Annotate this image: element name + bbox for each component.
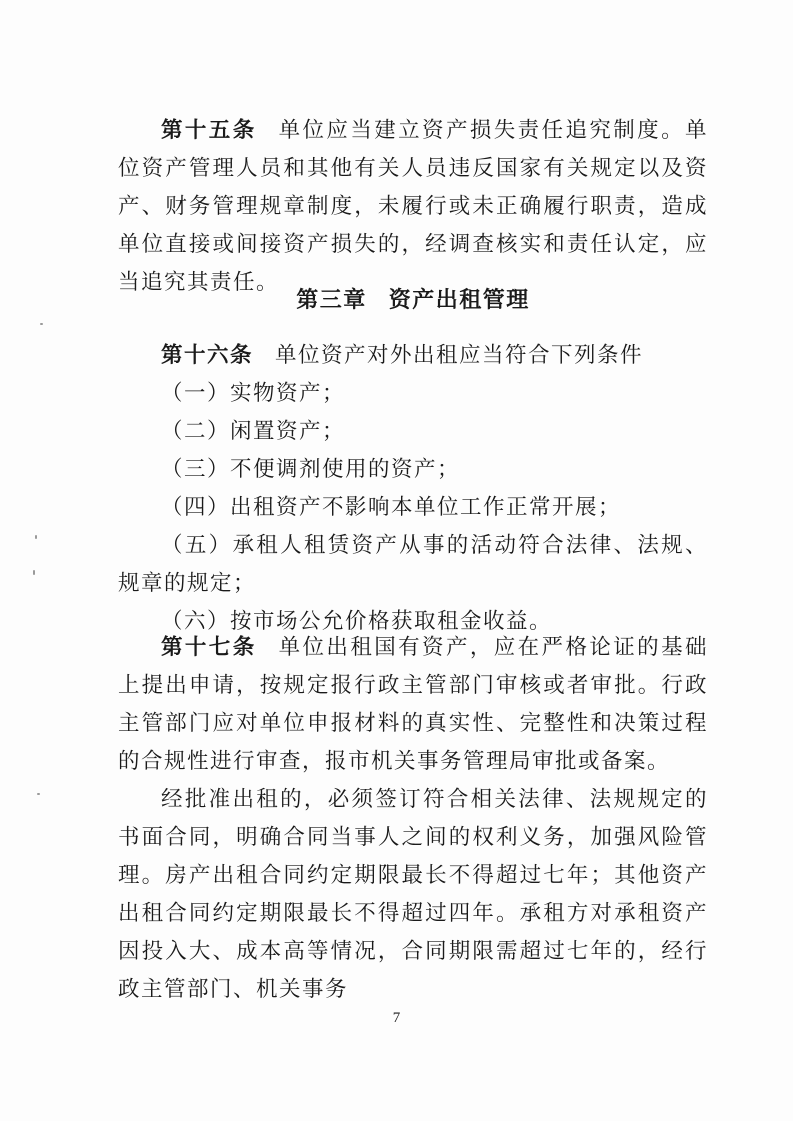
list-item: （一）实物资产； [161, 381, 346, 406]
scan-speck [40, 323, 43, 325]
article-17 [118, 629, 708, 1009]
list-item: （二）闲置资产； [161, 419, 346, 444]
scan-speck [37, 793, 40, 795]
article-15 [118, 112, 708, 302]
scan-speck [35, 535, 37, 539]
page-number: 7 [392, 1010, 401, 1026]
article-15-heading: 第十五条 [161, 118, 257, 143]
article-16 [118, 337, 708, 641]
chapter-title: 资产出租管理 [388, 288, 530, 313]
article-17-paragraph-2: 经批准出租的，必须签订符合相关法律、法规规定的书面合同，明确合同当事人之间的权利义务，加强风险管理。房产出租合同约定期限最长不得超过七年；其他资产出租合同约定期限最长不得超过四年。承租方对承租资产因投入大、成本高等情况，合同期限需超过七年的，经行政主管部门、机关事务 [118, 787, 708, 1002]
article-16-intro [118, 337, 708, 375]
list-item: （六）按市场公允价格获取租金收益。 [161, 609, 553, 634]
list-item: （四）出租资产不影响本单位工作正常开展； [161, 495, 622, 520]
article-15-body: 单位应当建立资产损失责任追究制度。单位资产管理人员和其他有关人员违反国家有关规定以及资产、财务管理规章制度，未履行或未正确履行职责，造成单位直接或间接资产损失的，经调查核实和责任认定，应当追究其责任。 [118, 118, 708, 295]
article-16-heading: 第十六条 [161, 343, 254, 368]
article-15-paragraph [118, 112, 708, 302]
chapter-heading [118, 282, 708, 320]
article-16-body: 单位资产对外出租应当符合下列条件 [275, 343, 644, 368]
list-item: （三）不便调剂使用的资产； [161, 457, 461, 482]
chapter-number: 第三章 [296, 288, 367, 313]
article-17-heading: 第十七条 [161, 635, 257, 660]
list-item: （五）承租人租赁资产从事的活动符合法律、法规、规章的规定； [118, 533, 708, 596]
scan-speck [33, 570, 35, 575]
article-17-body: 单位出租国有资产，应在严格论证的基础上提出申请，按规定报行政主管部门审核或者审批。行政主管部门应对单位申报材料的真实性、完整性和决策过程的合规性进行审查，报市机关事务管理局审批或备案。 [118, 635, 708, 774]
article-17-paragraph-1 [118, 629, 708, 781]
